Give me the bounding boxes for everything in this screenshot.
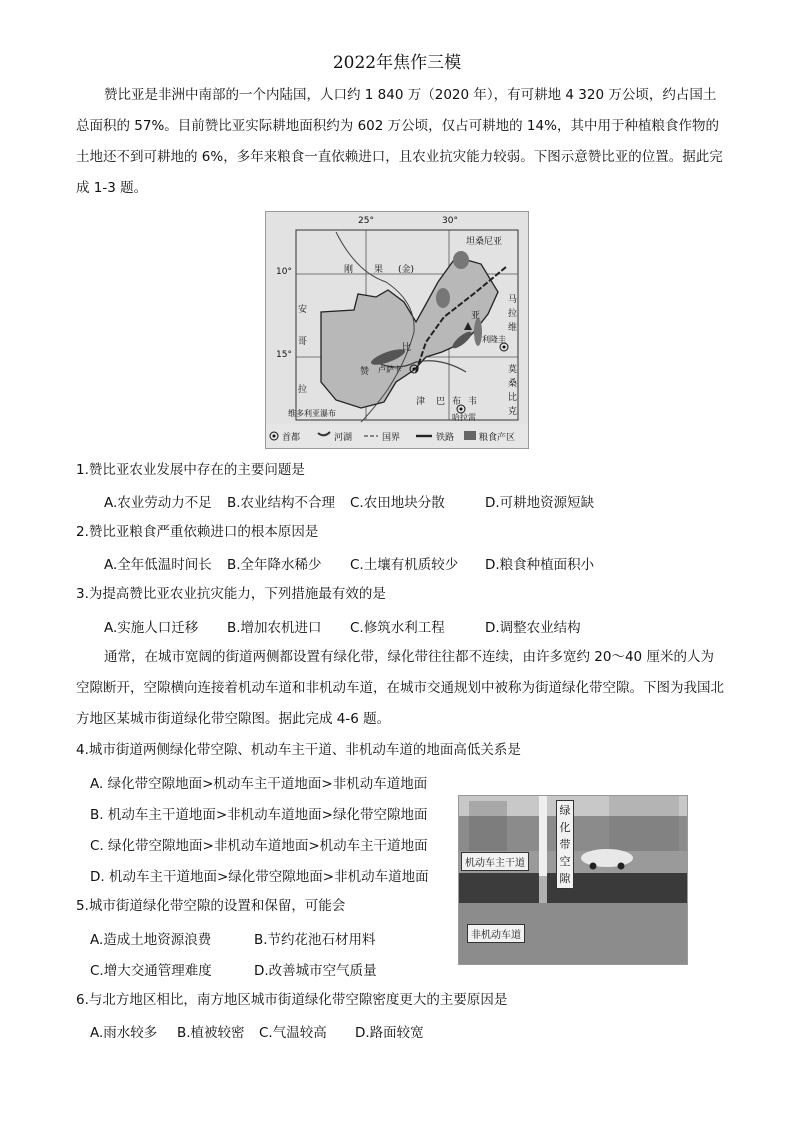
map-label-victoria-falls: 维多利亚瀑布 [288, 409, 336, 418]
legend-railway: 铁路 [436, 433, 455, 443]
map-label-angola-1: 安 [298, 305, 308, 315]
question-3-stem: 3.为提高赞比亚农业抗灾能力，下列措施最有效的是 [76, 586, 386, 602]
map-label-mozambique-2: 桑 [508, 379, 518, 389]
map-label-zimbabwe-1: 津 [416, 397, 426, 407]
map-label-mozambique-1: 莫 [508, 365, 518, 375]
map-label-angola-3: 拉 [298, 385, 308, 395]
label-greenbelt-gap: 绿化带空隙 [556, 800, 574, 889]
question-5-stem: 5.城市街道绿化带空隙的设置和保留，可能会 [76, 898, 346, 914]
map-label-zimbabwe-2: 巴 [436, 397, 446, 407]
map-label-zambia-3: 亚 [471, 311, 481, 321]
q6-option-b: B.植被较密 [177, 1025, 245, 1041]
q1-option-d: D.可耕地资源短缺 [485, 495, 595, 511]
q2-option-a: A.全年低温时间长 [104, 557, 212, 573]
q3-option-b: B.增加农机进口 [227, 620, 322, 636]
legend-border: 国界 [382, 433, 401, 443]
map-lat-15: 15° [276, 350, 292, 360]
q2-option-b: B.全年降水稀少 [227, 557, 322, 573]
q5-option-c: C.增大交通管理难度 [90, 963, 212, 979]
legend-grain-area: 粮食产区 [479, 433, 516, 443]
q6-option-d: D.路面较宽 [355, 1025, 424, 1041]
map-label-harare: 哈拉雷 [452, 413, 476, 422]
q2-option-d: D.粮食种植面积小 [485, 557, 595, 573]
map-label-mozambique-4: 克 [508, 407, 518, 417]
map-label-lusaka: 卢萨卡 [378, 365, 402, 374]
label-non-motor-lane: 非机动车道 [467, 924, 525, 943]
map-lon-30: 30° [442, 216, 458, 226]
q4-option-c: C. 绿化带空隙地面>非机动车道地面>机动车主干道地面 [90, 838, 428, 854]
question-6-stem: 6.与北方地区相比，南方地区城市街道绿化带空隙密度更大的主要原因是 [76, 992, 508, 1008]
q4-option-a: A. 绿化带空隙地面>机动车主干道地面>非机动车道地面 [90, 776, 428, 792]
page-title: 2022年焦作三模 [332, 53, 462, 73]
passage-2 [76, 642, 724, 735]
map-label-zambia-2: 比 [402, 343, 412, 353]
q5-option-b: B.节约花池石材用料 [254, 932, 376, 948]
q1-option-c: C.农田地块分散 [350, 495, 445, 511]
map-lon-25: 25° [358, 216, 374, 226]
label-main-road: 机动车主干道 [461, 852, 529, 871]
map-label-zambia-1: 赞 [360, 367, 370, 377]
map-label-congo-2: 果 [374, 265, 384, 275]
q1-option-b: B.农业结构不合理 [227, 495, 336, 511]
street-greenbelt-photo [458, 795, 688, 965]
question-4-stem: 4.城市街道两侧绿化带空隙、机动车主干道、非机动车道的地面高低关系是 [76, 742, 521, 758]
q2-option-c: C.土壤有机质较少 [350, 557, 459, 573]
q5-option-a: A.造成土地资源浪费 [90, 932, 212, 948]
q1-option-a: A.农业劳动力不足 [104, 495, 212, 511]
map-label-mozambique-3: 比 [508, 393, 518, 403]
q5-option-d: D.改善城市空气质量 [254, 963, 377, 979]
passage-2-text: 通常，在城市宽阔的街道两侧都设置有绿化带，绿化带往往都不连续，由许多宽约 20～40 厘米的人为空隙断开，空隙横向连接着机动车道和非机动车道，在城市交通规划中被称为街道绿化带空隙。下图为我国北方地区某城市街道绿化带空隙图。据此完成 4-6 题。 [76, 649, 724, 727]
question-1-stem: 1.赞比亚农业发展中存在的主要问题是 [76, 462, 305, 478]
map-label-lilongwe: 利隆圭 [482, 335, 506, 344]
map-label-malawi-2: 拉 [508, 309, 518, 319]
q4-option-d: D. 机动车主干道地面>绿化带空隙地面>非机动车道地面 [90, 869, 429, 885]
q4-option-b: B. 机动车主干道地面>非机动车道地面>绿化带空隙地面 [90, 807, 428, 823]
q3-option-a: A.实施人口迁移 [104, 620, 199, 636]
map-label-congo-3: (金) [398, 265, 415, 275]
map-label-tanzania: 坦桑尼亚 [466, 237, 503, 247]
map-label-malawi-1: 马 [508, 295, 518, 305]
q6-option-c: C.气温较高 [259, 1025, 327, 1041]
map-label-angola-2: 哥 [298, 337, 308, 347]
map-label-congo-1: 刚 [344, 265, 354, 275]
map-label-zimbabwe-4: 韦 [468, 397, 478, 407]
zambia-map [265, 211, 529, 449]
legend-capital: 首都 [282, 433, 301, 443]
passage-1-text: 赞比亚是非洲中南部的一个内陆国，人口约 1 840 万（2020 年），有可耕地 4 320 万公顷，约占国土总面积的 57%。目前赞比亚实际耕地面积约为 602 万公顷，仅占可耕地的 14%，其中用于种植粮食作物的土地还不到可耕地的 6%，多年来粮食一直依赖进口，且农业抗灾能力较弱。下图示意赞比亚的位置。据此完成 1-3 题。 [76, 87, 723, 196]
map-lat-10: 10° [276, 267, 292, 277]
map-label-malawi-3: 维 [508, 323, 518, 333]
legend-river-lake: 河湖 [334, 433, 353, 443]
passage-1 [76, 80, 724, 204]
map-label-zimbabwe-3: 布 [452, 397, 462, 407]
q6-option-a: A.雨水较多 [90, 1025, 158, 1041]
question-2-stem: 2.赞比亚粮食严重依赖进口的根本原因是 [76, 524, 319, 540]
q3-option-d: D.调整农业结构 [485, 620, 581, 636]
q3-option-c: C.修筑水利工程 [350, 620, 445, 636]
